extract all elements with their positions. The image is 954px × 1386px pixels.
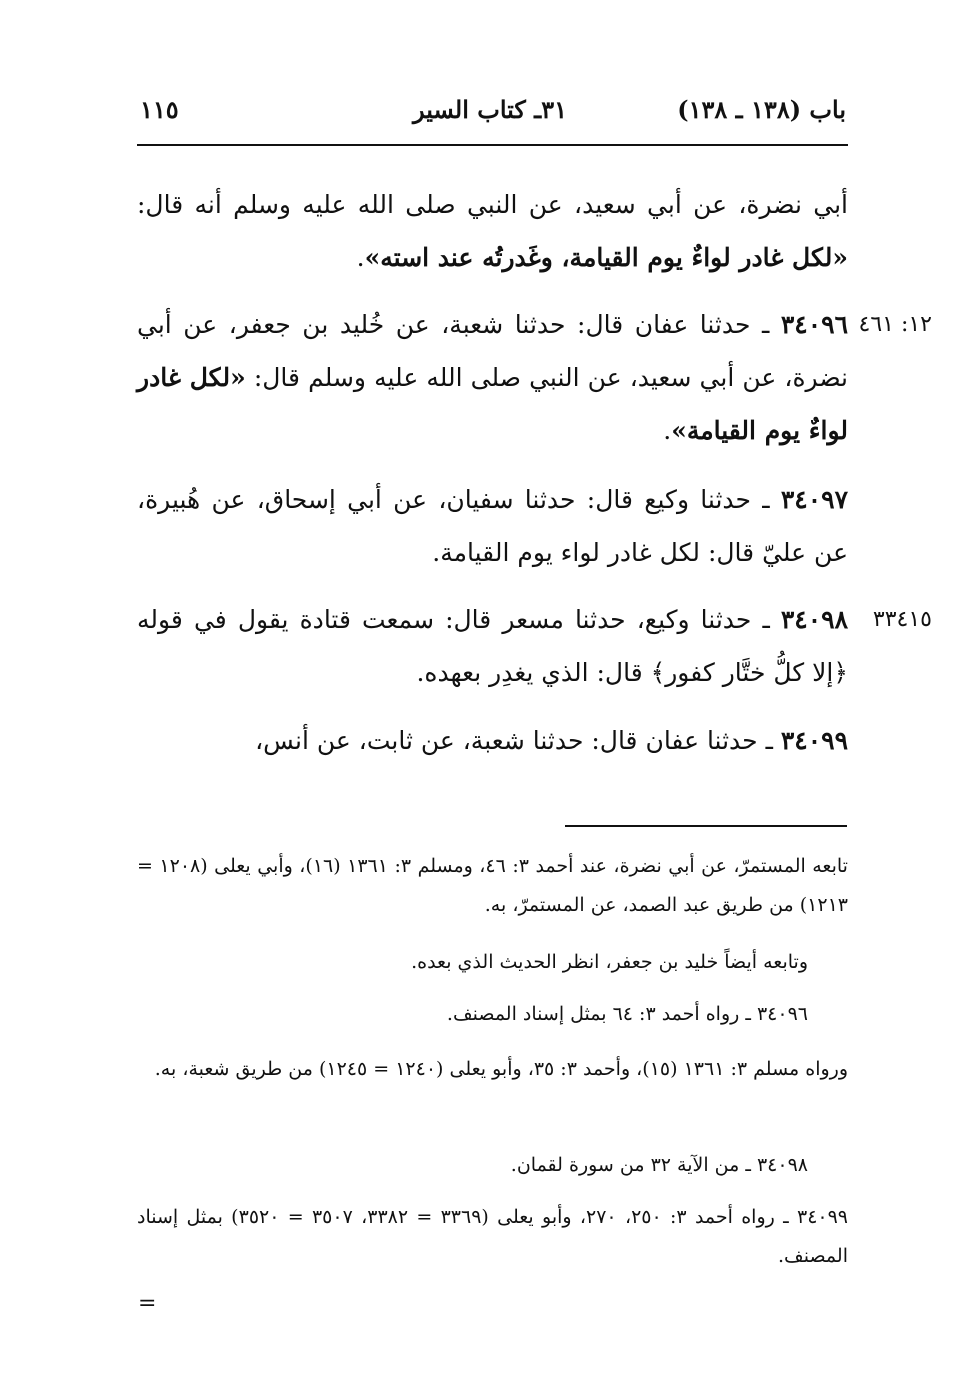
hadith-quote: «لكل غادر لواءٌ يوم القيامة» — [137, 363, 848, 445]
footnote-separator — [565, 825, 847, 827]
hadith-34096 — [137, 298, 848, 457]
hadith-quote: «لكل غادر لواءٌ يوم القيامة، وغَدرتُه عند استه» — [364, 243, 848, 272]
hadith-text: أبي نضرة، عن أبي سعيد، عن النبي صلى الله عليه وسلم أنه قال: — [137, 190, 848, 219]
footnote: تابعه المستمرّ، عن أبي نضرة، عند أحمد ٣: ٤٦، ومسلم ٣: ١٣٦١ (١٦)، وأبي يعلى (١٢٠٨ = ١٢١٣) من طريق عبد الصمد، عن المستمرّ، به. — [137, 855, 848, 916]
margin-reference: ٣٣٤١٥ — [872, 607, 932, 632]
hadith-number: ٣٤٠٩٧ — [780, 485, 848, 514]
chapter-heading: باب (١٣٨ ـ ١٣٨) — [677, 95, 846, 124]
header-rule — [137, 144, 848, 146]
footnote: ٣٤٠٩٦ ـ رواه أحمد ٣: ٦٤ بمثل إسناد المصنف. — [446, 1003, 808, 1025]
margin-reference: ١٢: ٤٦١ — [858, 312, 932, 337]
hadith-text: ـ حدثنا وكيع، حدثنا مسعر قال: سمعت قتادة يقول في قوله ﴿إلا كلُّ ختَّار كفور﴾ قال: الذي يغدِر بعهده. — [137, 605, 848, 687]
hadith-continuation — [137, 178, 848, 284]
hadith-text: ـ حدثنا عفان قال: حدثنا شعبة، عن ثابت، عن أنس، — [255, 726, 781, 755]
footnote: ٣٤٠٩٩ ـ رواه أحمد ٣: ٢٥٠، ٢٧٠، وأبو يعلى (٣٣٦٩ = ٣٣٨٢، ٣٥٠٧ = ٣٥٢٠) بمثل إسناد المصنف. — [137, 1206, 849, 1267]
footnote: ورواه مسلم ٣: ١٣٦١ (١٥)، وأحمد ٣: ٣٥، وأبو يعلى (١٢٤٠ = ١٢٤٥) من طريق شعبة، به. — [154, 1058, 848, 1080]
hadith-number: ٣٤٠٩٦ — [780, 310, 848, 339]
continuation-mark: = — [138, 1291, 157, 1316]
footnote: وتابعه أيضاً خليد بن جعفر، انظر الحديث الذي بعده. — [411, 951, 808, 973]
hadith-text: ـ حدثنا عفان قال: حدثنا شعبة، عن خُليد بن جعفر، عن أبي نضرة، عن أبي سعيد، عن النبي صلى الله عليه وسلم قال: — [137, 310, 848, 392]
hadith-34098 — [137, 593, 848, 699]
hadith-text: ـ حدثنا وكيع قال: حدثنا سفيان، عن أبي إسحاق، عن هُبيرة، عن عليّ قال: لكل غادر لواء يوم القيامة. — [137, 485, 848, 567]
book-title: ٣١ـ كتاب السير — [413, 95, 567, 124]
hadith-number: ٣٤٠٩٨ — [780, 605, 848, 634]
footnote: ٣٤٠٩٨ ـ من الآية ٣٢ من سورة لقمان. — [510, 1154, 808, 1176]
hadith-34099 — [137, 714, 848, 767]
page-number: ١١٥ — [140, 95, 179, 124]
hadith-end: . — [663, 416, 672, 445]
hadith-end: . — [356, 243, 365, 272]
hadith-number: ٣٤٠٩٩ — [780, 726, 848, 755]
hadith-34097 — [137, 473, 848, 579]
